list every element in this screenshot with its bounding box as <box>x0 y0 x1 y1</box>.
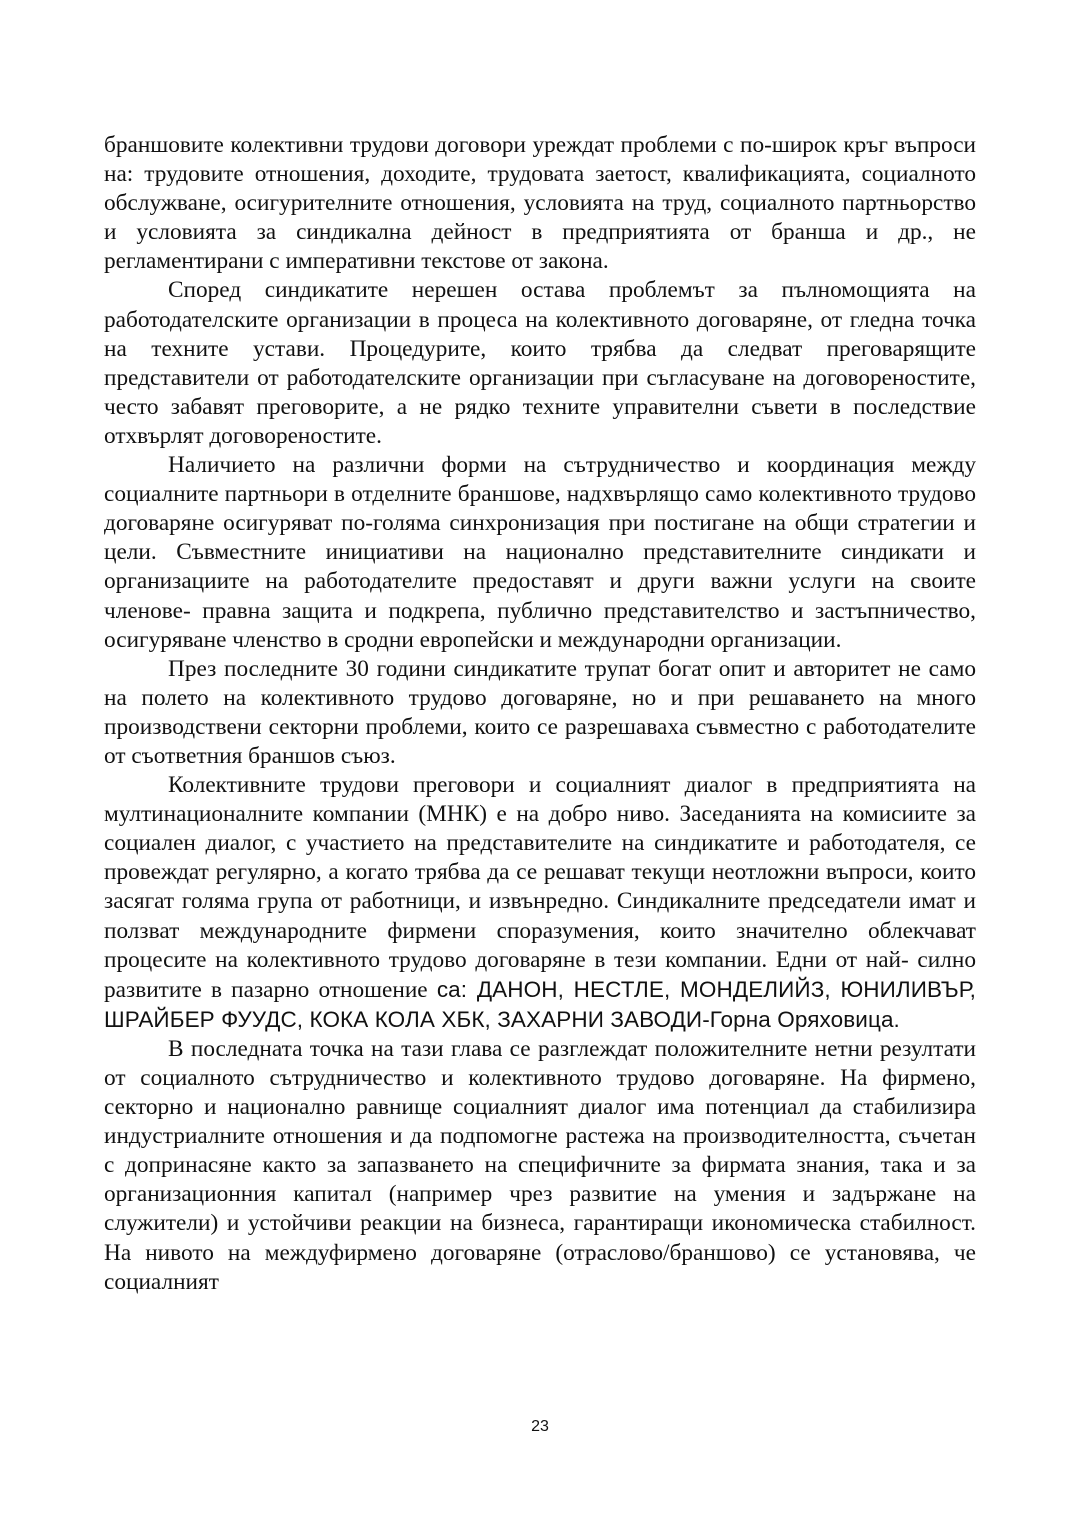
company-list: са: ДАНОН, НЕСТЛЕ, МОНДЕЛИЙЗ, ЮНИЛИВЪР, ШРАЙБЕР ФУУДС, КОКА КОЛА ХБК, ЗАХАРНИ ЗАВОДИ-Горна Оряховица. <box>104 976 976 1032</box>
page-number: 23 <box>531 1418 549 1435</box>
paragraph-3: Наличието на различни форми на сътрудничество и координация между социалните партньори в отделните браншове, надхвърлящо само колективното трудово договаряне осигуряват по-голяма синхронизация при постигане на общи стратегии и цели. Съвместните инициативи на национално представителните синдикати и организациите на работодателите предоставят и други важни услуги на своите членове- правна защита и подкрепа, публично представителство и застъпничество, осигуряване членство в сродни европейски и международни организации. <box>104 452 976 653</box>
paragraph-6: В последната точка на тази глава се разглеждат положителните нетни резултати от социалното сътрудничество и колективното трудово договаряне. На фирмено, секторно и национално равнище социалният диалог има потенциал да стабилизира индустриалните отношения и да подпомогне растежа на производителността, съчетан с допринасяне както за запазването на специфичните за фирмата знания, така и за организационния капитал (например чрез развитие на умения и задържане на служители) и устойчиви реакции на бизнеса, гарантиращи икономическа стабилност. На нивото на междуфирмено договаряне (отраслово/браншово) се установява, че социалният <box>104 1035 976 1295</box>
document-body <box>104 131 976 1297</box>
paragraph-5-text: Колективните трудови преговори и социалният диалог в предприятията на мултинационалните компании (МНК) е на добро ниво. Заседанията на комисиите за социален диалог, с участието на представителите на синдикатите и работодателя, се провеждат регулярно, а когато трябва да се решават текущи неотложни въпроси, които засягат голяма група от работници, и извънредно. Синдикалните председатели имат и ползват международните фирмени споразумения, които значително облекчават процесите на колективното трудово договаряне в тези компании. Едни от най- силно развитите в пазарно отношение <box>104 772 976 1003</box>
paragraph-5 <box>104 771 976 1035</box>
paragraph-1: браншовите колективни трудови договори уреждат проблеми с по-широк кръг въпроси на: трудовите отношения, доходите, трудовата заетост, квалификацията, социалното обслужване, осигурителните отношения, условията на труд, социалното партньорство и условията за синдикална дейност в предприятията от бранша и др., не регламентирани с императивни текстове от закона. <box>104 132 976 275</box>
paragraph-2: Според синдикатите нерешен остава проблемът за пълномощията на работодателските организации в процеса на колективното договаряне, от гледна точка на техните устави. Процедурите, които трябва да следват преговарящите представители от работодателските организации при съгласуване на договореностите, често забавят преговорите, а не рядко техните управителни съвети в последствие отхвърлят договореностите. <box>104 277 976 449</box>
paragraph-4: През последните 30 години синдикатите трупат богат опит и авторитет не само на полето на колективното трудово договаряне, но и при решаването на много производствени секторни проблеми, които се разрешаваха съвместно с работодателите от съответния браншов съюз. <box>104 655 976 769</box>
